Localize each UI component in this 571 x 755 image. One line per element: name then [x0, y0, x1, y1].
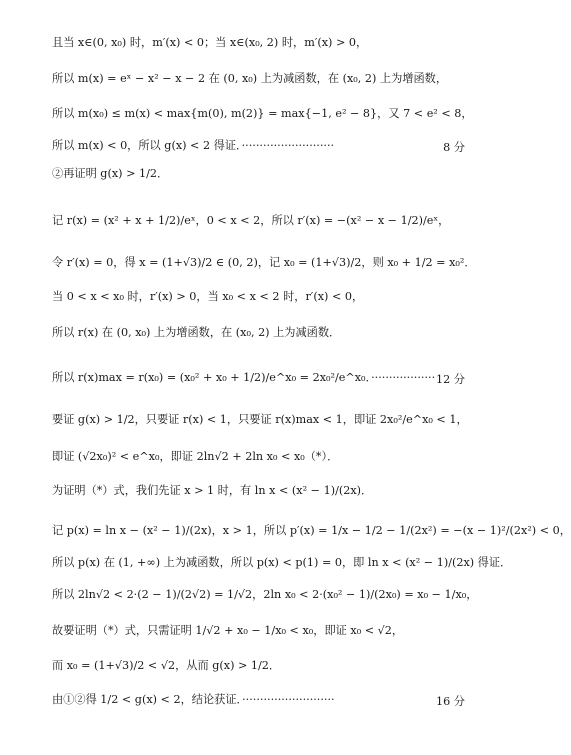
text-line: 所以 m(x₀) ≤ m(x) < max{m(0), m(2)} = max{−1, e² − 8}，又 7 < e² < 8， — [52, 107, 473, 120]
text-line: 故要证明（*）式，只需证明 1/√2 + x₀ − 1/x₀ < x₀，即证 x₀ < √2， — [52, 624, 404, 637]
score-label: 12 分 — [436, 373, 465, 386]
text-line: ②再证明 g(x) > 1/2． — [52, 167, 169, 180]
text-line: 当 0 < x < x₀ 时，r′(x) > 0，当 x₀ < x < 2 时，r′(x) < 0， — [52, 290, 364, 303]
text-line: 由①②得 1/2 < g(x) < 2，结论获证．·························· — [52, 693, 335, 706]
text-line: 所以 2ln√2 < 2·(2 − 1)/(2√2) = 1/√2，2ln x₀ < 2·(x₀² − 1)/(2x₀) = x₀ − 1/x₀， — [52, 588, 478, 601]
score-label: 16 分 — [436, 695, 465, 708]
text-line: 所以 m(x) = eˣ − x² − x − 2 在 (0, x₀) 上为减函数，在 (x₀, 2) 上为增函数， — [52, 72, 448, 85]
text-line: 所以 r(x) 在 (0, x₀) 上为增函数，在 (x₀, 2) 上为减函数． — [52, 326, 341, 339]
text-line: 为证明（*）式，我们先证 x > 1 时，有 ln x < (x² − 1)/(2x)． — [52, 484, 373, 497]
text-line: 且当 x∈(0, x₀) 时，m′(x) < 0；当 x∈(x₀, 2) 时，m′(x) > 0， — [52, 36, 368, 49]
text-line: 所以 p(x) 在 (1, +∞) 上为减函数，所以 p(x) < p(1) = 0，即 ln x < (x² − 1)/(2x) 得证． — [52, 556, 512, 569]
text-line: 而 x₀ = (1+√3)/2 < √2，从而 g(x) > 1/2． — [52, 659, 281, 672]
text-line: 令 r′(x) = 0，得 x = (1+√3)/2 ∈ (0, 2)，记 x₀ = (1+√3)/2，则 x₀ + 1/2 = x₀²． — [52, 256, 476, 269]
score-label: 8 分 — [443, 141, 465, 154]
text-line: 记 p(x) = ln x − (x² − 1)/(2x)，x > 1，所以 p′(x) = 1/x − 1/2 − 1/(2x²) = −(x − 1)²/(2x²) < 0， — [52, 524, 571, 537]
text-line: 即证 (√2x₀)² < e^x₀，即证 2ln√2 + 2ln x₀ < x₀（*）． — [52, 450, 339, 463]
text-line: 记 r(x) = (x² + x + 1/2)/eˣ，0 < x < 2，所以 r′(x) = −(x² − x − 1/2)/eˣ， — [52, 214, 450, 227]
text-line: 所以 r(x)max = r(x₀) = (x₀² + x₀ + 1/2)/e^x₀ = 2x₀²/e^x₀．·················· — [52, 371, 436, 384]
text-line: 所以 m(x) < 0，所以 g(x) < 2 得证．·························· — [52, 139, 335, 152]
text-line: 要证 g(x) > 1/2，只要证 r(x) < 1，只要证 r(x)max < 1，即证 2x₀²/e^x₀ < 1， — [52, 413, 468, 426]
